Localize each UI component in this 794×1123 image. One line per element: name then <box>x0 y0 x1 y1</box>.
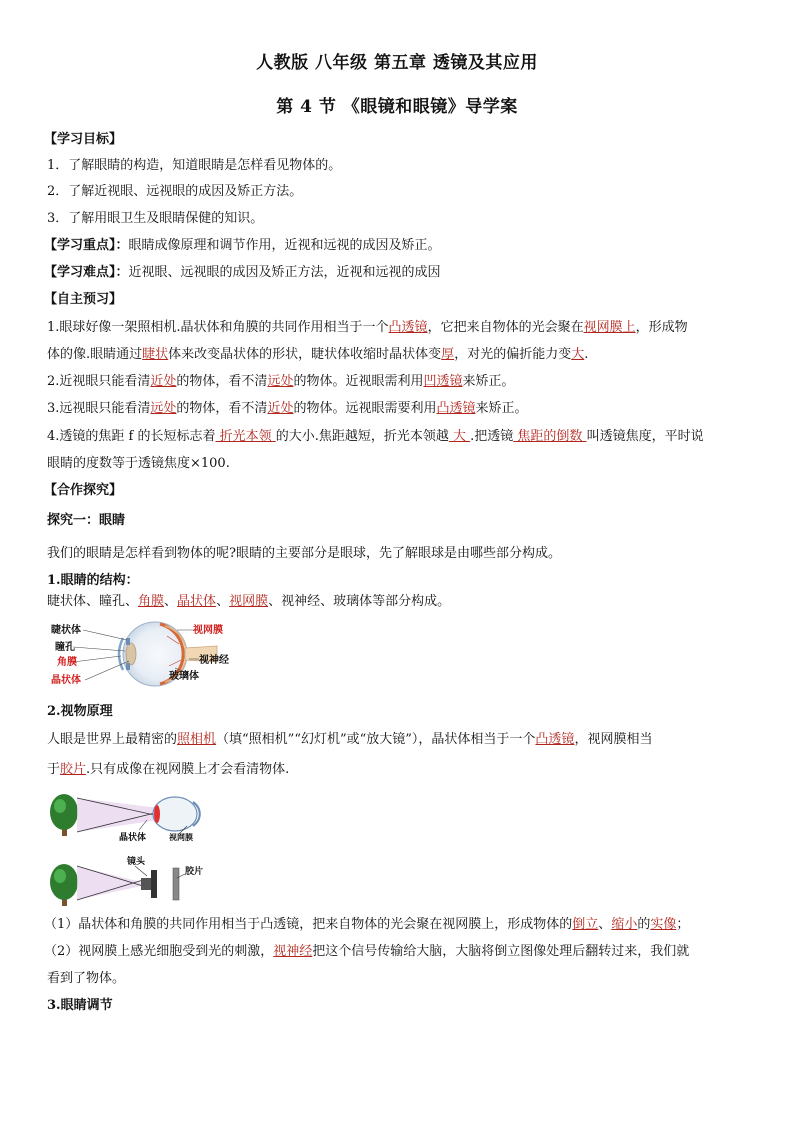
text: ； <box>676 917 690 932</box>
goal-item: 3．了解用眼卫生及眼睛保健的知识。 <box>47 211 264 226</box>
text: 的 <box>637 917 651 932</box>
lesson-title: 第 4 节 《眼镜和眼镜》导学案 <box>276 97 518 117</box>
answer-blank: 远处 <box>267 374 294 389</box>
text: 的大小.焦距越短，折光本领越 <box>275 429 449 444</box>
text: 体的像.眼睛通过 <box>47 347 143 362</box>
label-cornea: 角膜 <box>57 657 77 668</box>
text: 、视神经、玻璃体等部分构成。 <box>268 594 451 609</box>
preview-q4-line2: 眼睛的度数等于透镜焦度×100. <box>47 456 230 471</box>
text: （2）视网膜上感光细胞受到光的刺激， <box>44 944 274 959</box>
label-film: 胶片 <box>185 867 204 877</box>
label-ciliary: 睫状体 <box>51 625 81 636</box>
goal-item: 2．了解近视眼、远视眼的成因及矫正方法。 <box>47 184 303 199</box>
text: 、 <box>598 917 612 932</box>
text: 叫透镜焦度，平时说 <box>586 429 704 444</box>
text: 1.眼球好像一架照相机.晶状体和角膜的共同作用相当于一个 <box>47 320 389 335</box>
text: 体来改变晶状体的形状，睫状体收缩时晶状体变 <box>168 347 442 362</box>
answer-blank: 厚 <box>441 347 455 362</box>
label-nerve: 视神经 <box>199 655 229 666</box>
adjust-heading: 3.眼睛调节 <box>47 998 113 1013</box>
text: 人眼是世界上最精密的 <box>47 732 178 747</box>
text: 的物体，看不清 <box>176 374 268 389</box>
explore-heading: 探究一：眼睛 <box>47 513 126 528</box>
answer-blank: 大 <box>448 429 471 444</box>
text: 、 <box>216 594 230 609</box>
text: 、 <box>164 594 178 609</box>
text: ，形成物 <box>635 320 688 335</box>
answer-blank: 倒立 <box>572 917 599 932</box>
key-points <box>44 237 441 255</box>
answer-blank: 晶状体 <box>177 594 217 609</box>
text: 3.远视眼只能看清 <box>47 401 151 416</box>
preview-q1-line2 <box>47 346 588 364</box>
text: 来矫正。 <box>462 374 515 389</box>
key-points-label: 【学习重点】： <box>44 238 129 253</box>
answer-blank: 近处 <box>267 401 294 416</box>
text: 的物体，看不清 <box>176 401 268 416</box>
difficult-points <box>44 264 441 282</box>
text: .只有成像在视网膜上才会看清物体. <box>86 762 290 777</box>
label-retina: 视网膜 <box>193 625 223 636</box>
text: 的物体。远视眼需要利用 <box>293 401 437 416</box>
text: 来矫正。 <box>475 401 528 416</box>
coop-heading: 【合作探究】 <box>44 483 123 498</box>
label-camera-lens: 镜头 <box>127 857 146 867</box>
answer-blank: 照相机 <box>177 732 217 747</box>
text: 4.透镜的焦距 f 的长短标志着 <box>47 429 216 444</box>
answer-blank: 凹透镜 <box>423 374 463 389</box>
text: ，它把来自物体的光会聚在 <box>427 320 584 335</box>
difficult-points-label: 【学习难点】： <box>44 265 129 280</box>
goals-heading: 【学习目标】 <box>44 132 123 147</box>
text: （填“照相机”“幻灯机”或“放大镜”），晶状体相当于一个 <box>216 732 536 747</box>
goal-item: 1．了解眼睛的构造，知道眼睛是怎样看见物体的。 <box>47 158 342 173</box>
camera-icon <box>141 868 179 900</box>
preview-q2 <box>47 373 515 391</box>
text: 2.近视眼只能看清 <box>47 374 151 389</box>
eye-camera-comparison-diagram <box>47 790 217 908</box>
structure-heading: 1.眼睛的结构： <box>47 573 139 588</box>
label-eye-lens: 晶状体 <box>119 833 147 843</box>
label-pupil: 瞳孔 <box>55 642 75 653</box>
answer-blank: 大 <box>571 347 585 362</box>
light-cone <box>77 866 141 900</box>
answer-blank: 视网膜上 <box>583 320 636 335</box>
preview-q4-line1 <box>47 428 704 446</box>
answer-blank: 视网膜 <box>229 594 269 609</box>
answer-blank: 胶片 <box>60 762 87 777</box>
preview-q3 <box>47 400 528 418</box>
answer-blank: 凸透镜 <box>388 320 428 335</box>
document-title: 人教版 八年级 第五章 透镜及其应用 <box>256 53 538 73</box>
note-2-line1 <box>44 943 689 961</box>
label-eye-retina: 视网膜 <box>169 833 193 842</box>
preview-heading: 【自主预习】 <box>44 292 123 307</box>
text: 睫状体、瞳孔、 <box>47 594 139 609</box>
difficult-points-text: 近视眼、远视眼的成因及矫正方法，近视和远视的成因 <box>128 265 441 280</box>
text: ，对光的偏折能力变 <box>454 347 572 362</box>
principle-heading: 2.视物原理 <box>47 704 113 719</box>
tree-icon <box>50 794 78 836</box>
answer-blank: 近处 <box>150 374 177 389</box>
text: 的物体。近视眼需利用 <box>293 374 424 389</box>
key-points-text: 眼睛成像原理和调节作用，近视和远视的成因及矫正。 <box>128 238 441 253</box>
structure-text <box>47 593 450 611</box>
label-lens: 晶状体 <box>51 675 81 686</box>
text: （1）晶状体和角膜的共同作用相当于凸透镜，把来自物体的光会聚在视网膜上，形成物体的 <box>44 917 573 932</box>
eye-structure-diagram <box>47 616 237 694</box>
answer-blank: 角膜 <box>138 594 165 609</box>
principle-line2 <box>47 761 289 779</box>
text: . <box>584 347 589 362</box>
answer-blank: 凸透镜 <box>535 732 575 747</box>
answer-blank: 睫状 <box>142 347 169 362</box>
principle-line1 <box>47 731 652 749</box>
intro-text: 我们的眼睛是怎样看到物体的呢?眼睛的主要部分是眼球，先了解眼球是由哪些部分构成。 <box>47 546 561 561</box>
text: 于 <box>47 762 61 777</box>
text: 把这个信号传输给大脑，大脑将倒立图像处理后翻转过来，我们就 <box>312 944 690 959</box>
answer-blank: 折光本领 <box>215 429 276 444</box>
tree-icon <box>50 864 78 906</box>
answer-blank: 焦距的倒数 <box>513 429 587 444</box>
eye-icon <box>153 797 200 831</box>
text: ，视网膜相当 <box>574 732 653 747</box>
answer-blank: 凸透镜 <box>436 401 476 416</box>
answer-blank: 远处 <box>150 401 177 416</box>
answer-blank: 缩小 <box>611 917 638 932</box>
label-vitreous: 玻璃体 <box>169 671 199 682</box>
preview-q1-line1 <box>47 319 688 337</box>
answer-blank: 视神经 <box>273 944 313 959</box>
note-2-line2: 看到了物体。 <box>47 971 126 986</box>
note-1 <box>44 916 689 934</box>
answer-blank: 实像 <box>650 917 677 932</box>
text: .把透镜 <box>470 429 514 444</box>
